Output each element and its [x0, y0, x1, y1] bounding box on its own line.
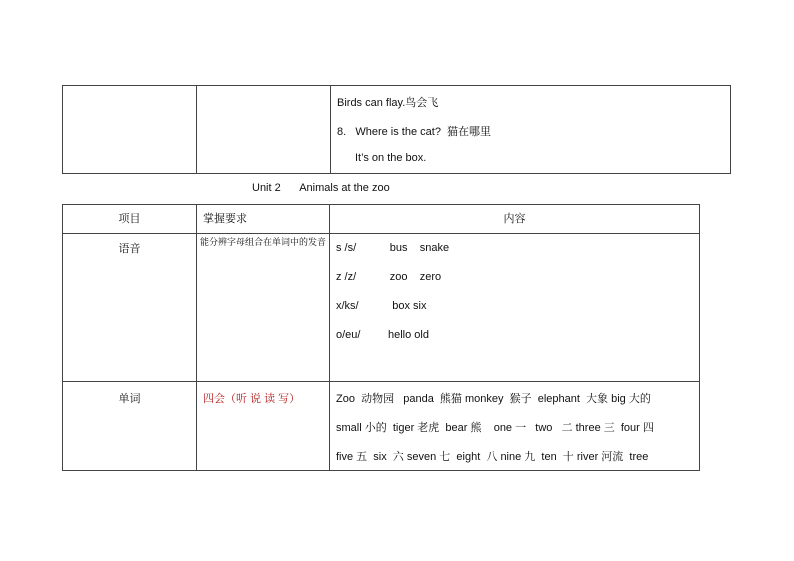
empty-cell: [63, 86, 197, 174]
requirement-text: 能分辨字母组合在单词中的发音: [199, 237, 326, 247]
header-cell: 内容: [330, 205, 700, 234]
content-line: Birds can flay.鸟会飞: [337, 97, 439, 109]
unit-table: [62, 204, 700, 471]
table-row: [63, 382, 700, 471]
header-cell: 项目: [63, 205, 197, 234]
header-cell: 掌握要求: [197, 205, 330, 234]
content-cell: [330, 382, 700, 471]
empty-cell: [197, 86, 331, 174]
table-row: [63, 234, 700, 382]
content-line: z /z/ zoo zero: [336, 271, 442, 283]
content-line: Zoo 动物园 panda 熊猫 monkey 猴子 elephant 大象 big 大的: [336, 393, 651, 405]
content-line: x/ks/ box six: [336, 300, 427, 312]
unit-number: Unit 2: [252, 182, 281, 194]
content-cell: [331, 86, 731, 174]
content-cell: [330, 234, 700, 382]
unit-title: Animals at the zoo: [299, 182, 390, 194]
header-row: [63, 205, 700, 234]
content-line: s /s/ bus snake: [336, 242, 450, 254]
content-line: o/eu/ hello old: [336, 329, 429, 341]
category-cell: 单词: [63, 382, 197, 471]
content-line: 8. Where is the cat? 猫在哪里: [337, 126, 492, 138]
content-line: It’s on the box.: [355, 152, 427, 164]
content-line: five 五 six 六 seven 七 eight 八 nine 九 ten 十 river 河流 tree: [336, 451, 649, 463]
requirement-cell: [197, 234, 330, 382]
table-row: [63, 86, 731, 174]
requirement-cell: 四会（听 说 读 写）: [197, 382, 330, 471]
content-line: small 小的 tiger 老虎 bear 熊 one 一 two 二 three 三 four 四: [336, 422, 654, 434]
category-cell: 语音: [63, 234, 197, 382]
unit-heading: [252, 182, 406, 194]
previous-unit-table: [62, 85, 731, 174]
